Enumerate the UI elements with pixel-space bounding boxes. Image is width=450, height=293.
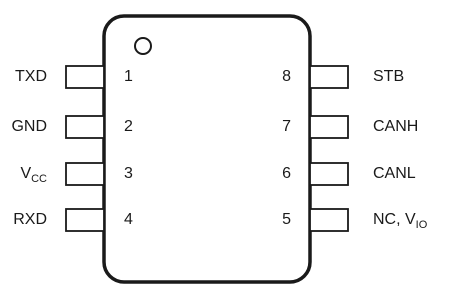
pin-name-text: V <box>20 165 32 183</box>
pin-name-text: CANH <box>373 118 419 136</box>
pin-number: 3 <box>124 165 133 183</box>
pin-name-label <box>373 211 428 231</box>
pin-lead <box>66 116 104 138</box>
pin-number: 7 <box>282 118 291 136</box>
pin-name-label <box>11 118 47 135</box>
pin-name-label <box>373 165 416 182</box>
pin-name-label <box>20 165 47 185</box>
pin-name-text: NC, V <box>373 211 416 229</box>
pin-lead <box>66 66 104 88</box>
pin-lead <box>310 209 348 231</box>
pin-name-label <box>13 211 47 228</box>
pin-number: 8 <box>282 68 291 86</box>
pin-number: 2 <box>124 118 133 136</box>
ic-package-body <box>104 16 310 282</box>
pin1-marker-icon <box>135 38 151 54</box>
pin-lead <box>310 66 348 88</box>
pin-name-text: TXD <box>15 68 47 86</box>
pin-name-label <box>373 68 404 85</box>
pin-number: 5 <box>282 211 291 229</box>
pin-lead <box>66 209 104 231</box>
pin-name-subscript: CC <box>31 172 47 185</box>
pin-name-text: STB <box>373 68 405 86</box>
pin-number: 4 <box>124 211 133 229</box>
pin-lead <box>310 163 348 185</box>
pin-number: 1 <box>124 68 133 86</box>
pin-number: 6 <box>282 165 291 183</box>
pin-lead <box>66 163 104 185</box>
pin-name-label <box>15 68 47 85</box>
pin-name-subscript: IO <box>415 218 428 231</box>
pin-name-text: GND <box>11 118 47 136</box>
pin-name-text: CANL <box>373 165 416 183</box>
pin-name-label <box>373 118 418 135</box>
pin-lead <box>310 116 348 138</box>
pin-name-text: RXD <box>13 211 47 229</box>
